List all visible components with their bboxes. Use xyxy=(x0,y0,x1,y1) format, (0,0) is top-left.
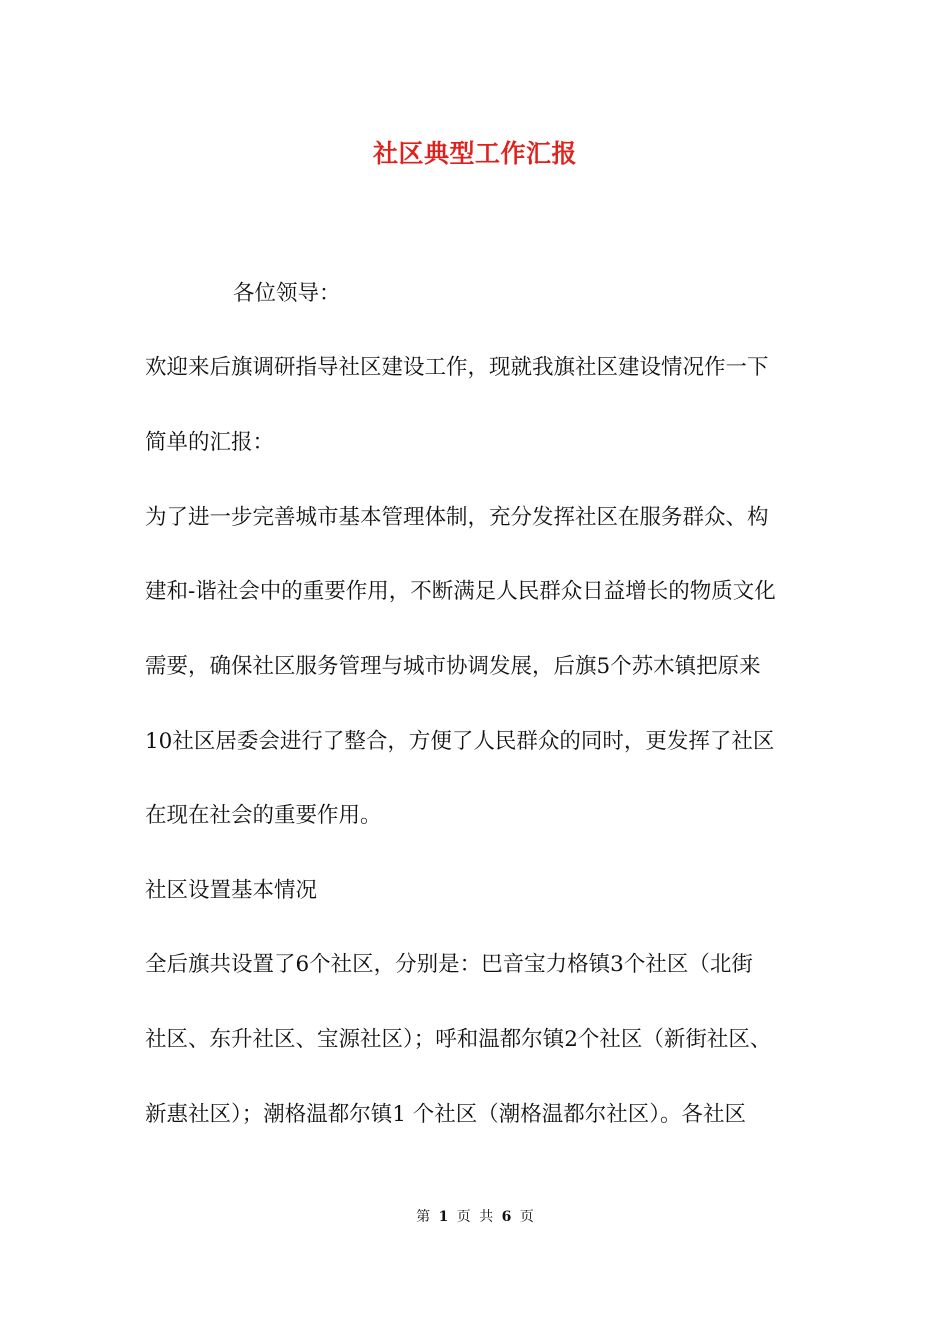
body-line: 新惠社区）；潮格温都尔镇1 个社区（潮格温都尔社区）。各社区 xyxy=(145,1102,747,1127)
section-heading: 社区设置基本情况 xyxy=(145,878,318,903)
body-line: 需要，确保社区服务管理与城市协调发展，后旗5个苏木镇把原来 xyxy=(145,654,761,679)
footer-total-pages: 6 xyxy=(501,1209,512,1225)
body-line: 为了进一步完善城市基本管理体制，充分发挥社区在服务群众、构 xyxy=(145,505,769,530)
body-line: 简单的汇报： xyxy=(145,430,275,455)
body-line: 全后旗共设置了6个社区，分别是：巴音宝力格镇3个社区（北街 xyxy=(145,952,753,977)
body-line: 10社区居委会进行了整合，方便了人民群众的同时，更发挥了社区 xyxy=(145,729,775,754)
body-line: 在现在社会的重要作用。 xyxy=(145,803,382,828)
salutation: 各位领导： xyxy=(233,281,341,306)
body-line: 欢迎来后旗调研指导社区建设工作，现就我旗社区建设情况作一下 xyxy=(145,355,769,380)
footer-current-page: 1 xyxy=(438,1209,449,1225)
document-title: 社区典型工作汇报 xyxy=(372,139,577,168)
footer-prefix: 第 xyxy=(416,1209,431,1225)
body-line: 社区、东升社区、宝源社区）；呼和温都尔镇2个社区（新街社区、 xyxy=(145,1027,772,1052)
footer-middle: 页 共 xyxy=(456,1209,494,1225)
footer-suffix: 页 xyxy=(519,1209,534,1225)
body-line: 建和-谐社会中的重要作用，不断满足人民群众日益增长的物质文化 xyxy=(145,579,776,604)
page-number-footer xyxy=(0,1206,950,1226)
